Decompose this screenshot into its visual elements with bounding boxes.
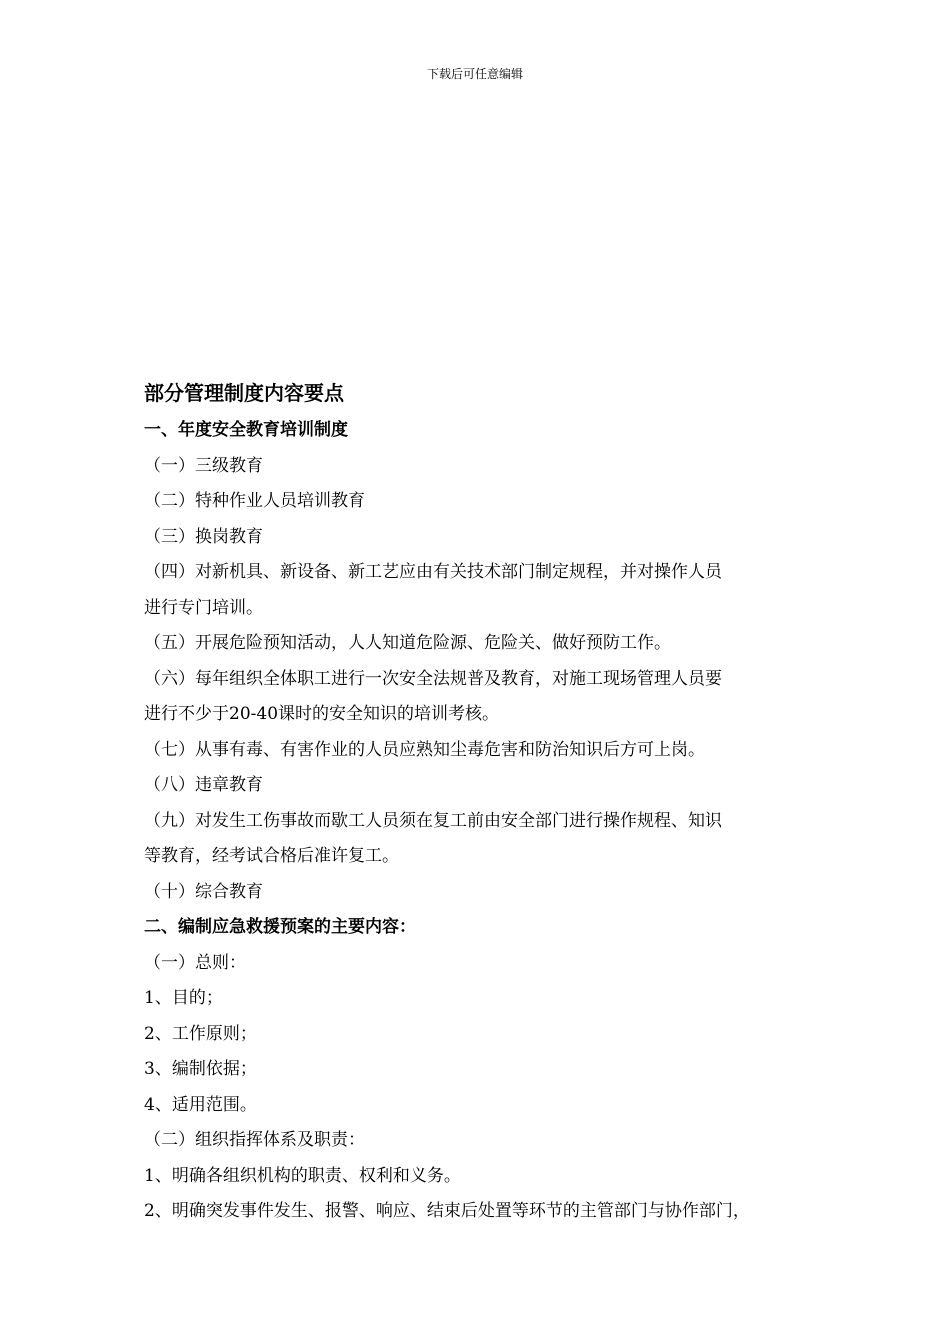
document-lines <box>144 413 834 1230</box>
body-line: 1、明确各组织机构的职责、权利和义务。 <box>144 1165 461 1186</box>
section-heading: 二、编制应急救援预案的主要内容： <box>144 917 416 937</box>
body-line: （九）对发生工伤事故而歇工人员须在复工前由安全部门进行操作规程、知识 <box>144 810 722 831</box>
body-line: 2、明确突发事件发生、报警、响应、结束后处置等环节的主管部门与协作部门， <box>144 1201 750 1221</box>
body-line: （五）开展危险预知活动，人人知道危险源、危险关、做好预防工作。 <box>144 633 671 653</box>
body-line: （六）每年组织全体职工进行一次安全法规普及教育，对施工现场管理人员要 <box>144 668 722 689</box>
body-line: 进行专门培训。 <box>144 597 263 618</box>
body-line: （七）从事有毒、有害作业的人员应熟知尘毒危害和防治知识后方可上岗。 <box>144 739 705 760</box>
body-line: （十）综合教育 <box>144 881 263 902</box>
body-line: 等教育，经考试合格后准许复工。 <box>144 846 399 866</box>
body-line: （四）对新机具、新设备、新工艺应由有关技术部门制定规程，并对操作人员 <box>144 562 722 582</box>
body-line: 1、目的； <box>144 988 223 1008</box>
body-line: （二）组织指挥体系及职责： <box>144 1130 365 1150</box>
page-header-note: 下载后可任意编辑 <box>426 67 523 81</box>
body-line: 4、适用范围。 <box>144 1094 257 1115</box>
body-line: 3、编制依据； <box>144 1059 257 1079</box>
body-line: （二）特种作业人员培训教育 <box>144 491 365 511</box>
document-body <box>144 377 834 1230</box>
body-line: （三）换岗教育 <box>144 526 263 547</box>
body-line: （八）违章教育 <box>144 775 263 795</box>
body-line: 进行不少于20-40课时的安全知识的培训考核。 <box>144 704 500 724</box>
document-title: 部分管理制度内容要点 <box>144 381 344 405</box>
section-heading: 一、年度安全教育培训制度 <box>144 420 348 440</box>
body-line: （一）三级教育 <box>144 455 263 476</box>
body-line: 2、工作原则； <box>144 1023 257 1044</box>
body-line: （一）总则： <box>144 952 246 973</box>
